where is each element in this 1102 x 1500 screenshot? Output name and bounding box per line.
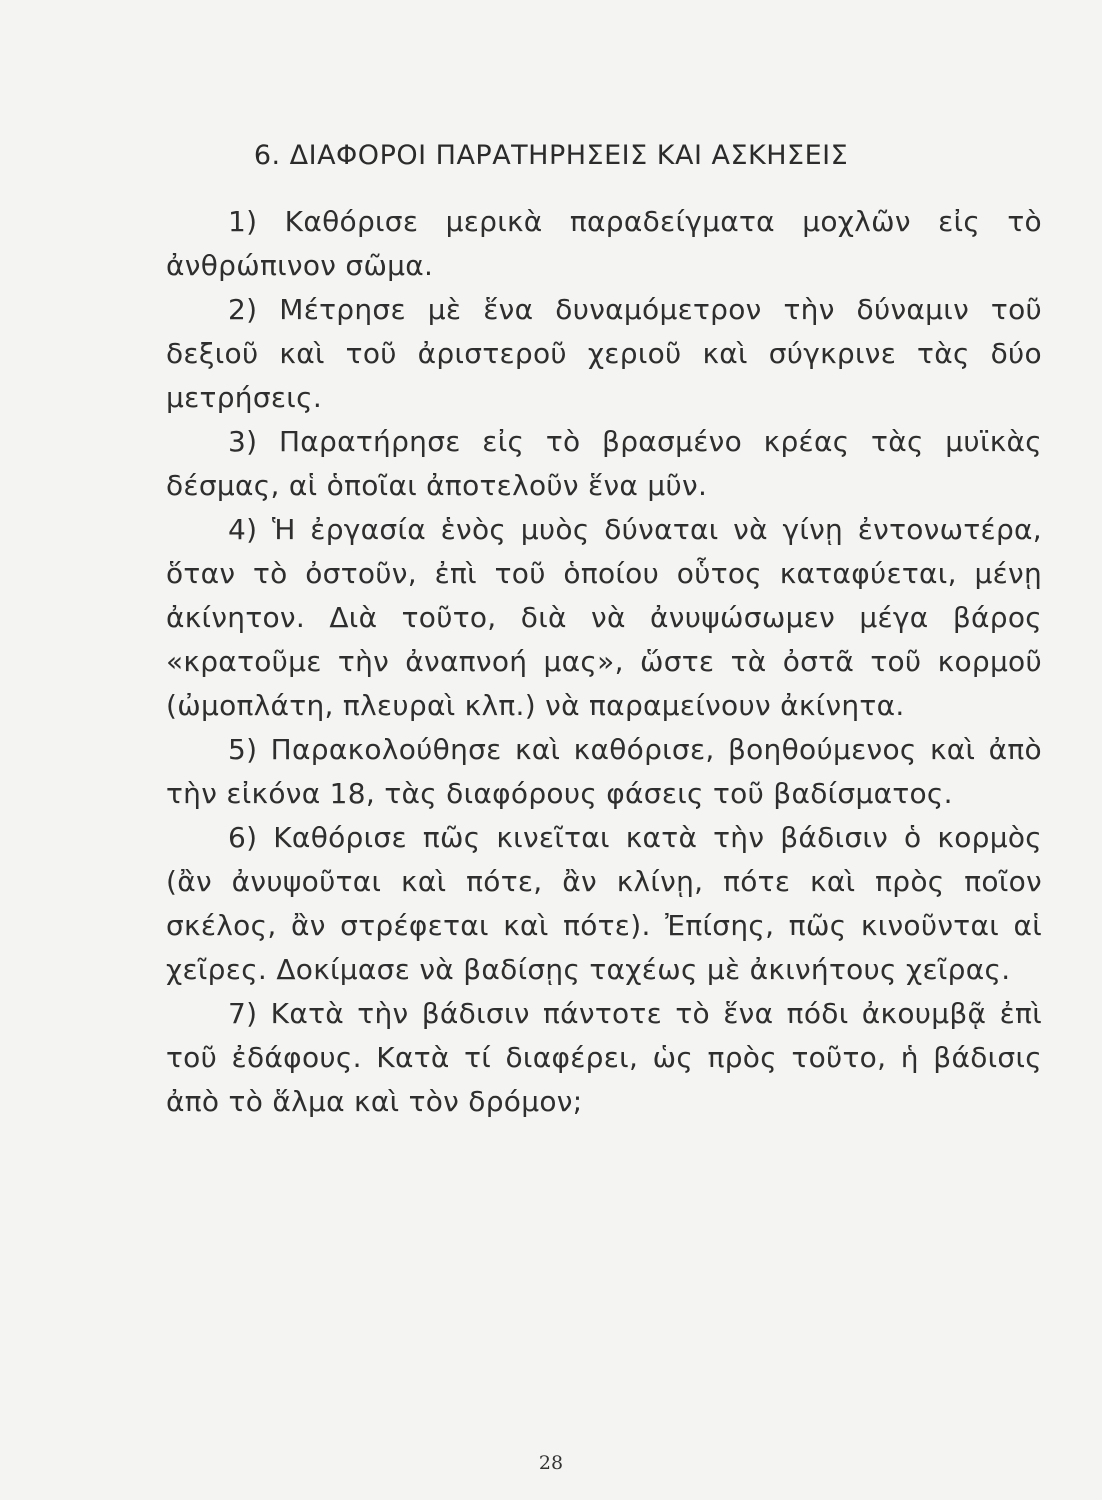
- exercise-item-7: 7) Κατὰ τὴν βάδισιν πάντοτε τὸ ἕνα πόδι ἀκουμβᾷ ἐπὶ τοῦ ἐδάφους. Κατὰ τί διαφέρει, ὡς πρὸς τοῦτο, ἡ βάδισις ἀπὸ τὸ ἅλμα καὶ τὸν δρόμον;: [166, 997, 1042, 1118]
- exercise-item-2: 2) Μέτρησε μὲ ἕνα δυναμόμετρον τὴν δύναμιν τοῦ δεξιοῦ καὶ τοῦ ἀριστεροῦ χεριοῦ καὶ σύγκρινε τὰς δύο μετρήσεις.: [166, 293, 1042, 414]
- exercise-item-6: 6) Καθόρισε πῶς κινεῖται κατὰ τὴν βάδισιν ὁ κορμὸς (ἂν ἀνυψοῦται καὶ πότε, ἂν κλίνῃ, πότε καὶ πρὸς ποῖον σκέλος, ἂν στρέφεται καὶ πότε). Ἐπίσης, πῶς κινοῦνται αἱ χεῖρες. Δοκίμασε νὰ βαδίσῃς ταχέως μὲ ἀκινήτους χεῖρας.: [166, 821, 1042, 986]
- exercise-item-4: 4) Ἡ ἐργασία ἑνὸς μυὸς δύναται νὰ γίνῃ ἐντονωτέρα, ὅταν τὸ ὀστοῦν, ἐπὶ τοῦ ὁποίου οὗτος καταφύεται, μένῃ ἀκίνητον. Διὰ τοῦτο, διὰ νὰ ἀνυψώσωμεν μέγα βάρος «κρατοῦμε τὴν ἀναπνοή μας», ὥστε τὰ ὀστᾶ τοῦ κορμοῦ (ὠμοπλάτη, πλευραὶ κλπ.) νὰ παραμείνουν ἀκίνητα.: [166, 513, 1042, 722]
- exercise-list: [166, 200, 1042, 1124]
- page-number: 28: [538, 1452, 564, 1474]
- exercise-item-5: 5) Παρακολούθησε καὶ καθόρισε, βοηθούμενος καὶ ἀπὸ τὴν εἰκόνα 18, τὰς διαφόρους φάσεις τοῦ βαδίσματος.: [166, 733, 1042, 810]
- exercise-item-1: 1) Καθόρισε μερικὰ παραδείγματα μοχλῶν εἰς τὸ ἀνθρώπινον σῶμα.: [166, 205, 1042, 282]
- exercise-item-3: 3) Παρατήρησε εἰς τὸ βρασμένο κρέας τὰς μυϊκὰς δέσμας, αἱ ὁποῖαι ἀποτελοῦν ἕνα μῦν.: [166, 425, 1042, 502]
- section-heading: 6. ΔΙΑΦΟΡΟΙ ΠΑΡΑΤΗΡΗΣΕΙΣ ΚΑΙ ΑΣΚΗΣΕΙΣ: [253, 140, 849, 171]
